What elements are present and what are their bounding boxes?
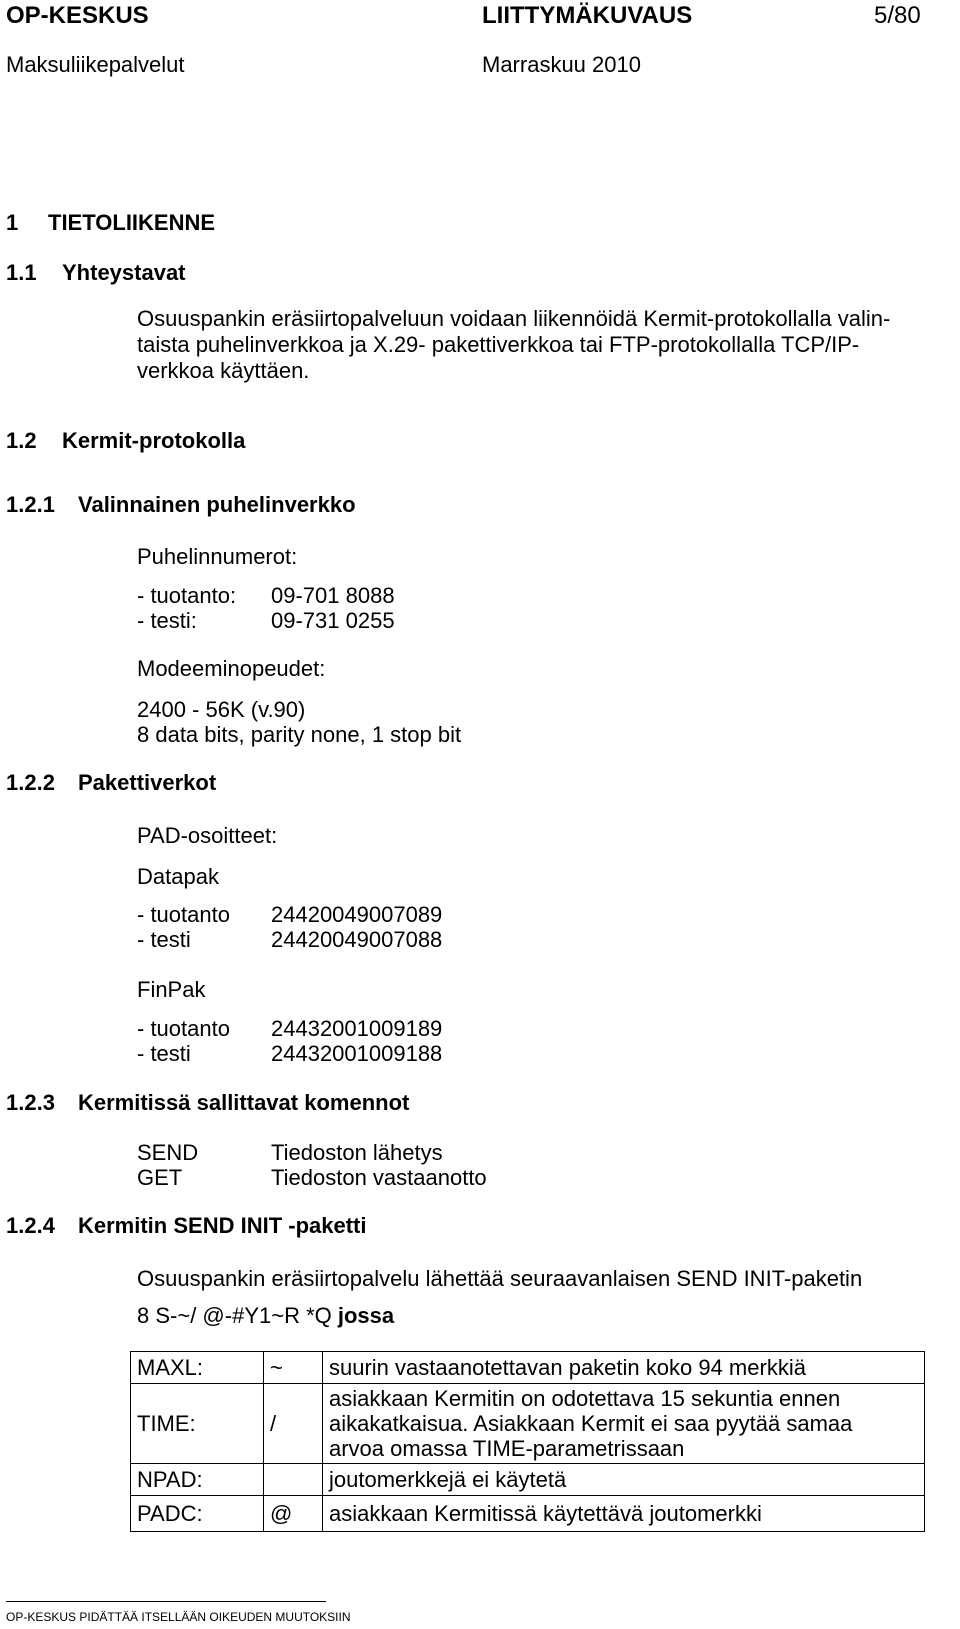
- finpak-label-test: - testi: [137, 1041, 191, 1066]
- footer-divider: [6, 1601, 326, 1602]
- modem-label: Modeeminopeudet:: [137, 656, 326, 681]
- section-1-2-4-title: Kermitin SEND INIT -paketti: [78, 1213, 367, 1238]
- table-row: [131, 1352, 925, 1384]
- datapak-label-test: - testi: [137, 927, 191, 952]
- send-init-packet: 8 S-~/ @-#Y1~R *Q: [137, 1303, 332, 1328]
- phone-label-test: - testi:: [137, 608, 197, 633]
- section-1-2-3-title: Kermitissä sallittavat komennot: [78, 1090, 410, 1115]
- section-1-number: 1: [6, 210, 19, 235]
- param-desc-line: asiakkaan Kermitin on odotettava 15 sekuntia ennen: [329, 1386, 841, 1411]
- section-1-2-2-number: 1.2.2: [6, 770, 55, 795]
- send-init-packet-line: [137, 1303, 394, 1329]
- finpak-value-production: 24432001009189: [271, 1016, 443, 1041]
- param-name: MAXL:: [131, 1352, 264, 1384]
- param-char: [264, 1464, 323, 1496]
- param-name: TIME:: [131, 1384, 264, 1464]
- param-desc-line: suurin vastaanotettavan paketin koko 94 merkkiä: [329, 1355, 806, 1380]
- param-char: @: [264, 1496, 323, 1532]
- phones-label: Puhelinnumerot:: [137, 544, 298, 569]
- param-desc-line: aikakatkaisua. Asiakkaan Kermit ei saa pyytää samaa: [329, 1411, 853, 1436]
- finpak-label-production: - tuotanto: [137, 1016, 230, 1041]
- finpak-label: FinPak: [137, 977, 206, 1002]
- param-desc: [323, 1464, 925, 1496]
- table-row: [131, 1384, 925, 1464]
- section-1-1-number: 1.1: [6, 260, 37, 285]
- phone-value-test: 09-731 0255: [271, 608, 395, 633]
- header-department: Maksuliikepalvelut: [6, 52, 185, 77]
- section-1-2-title: Kermit-protokolla: [62, 428, 246, 453]
- phone-value-production: 09-701 8088: [271, 583, 395, 608]
- param-char: /: [264, 1384, 323, 1464]
- section-1-2-2-title: Pakettiverkot: [78, 770, 217, 795]
- command-send: SEND: [137, 1140, 199, 1165]
- send-init-params-table: [130, 1351, 925, 1532]
- send-init-packet-suffix: jossa: [337, 1303, 395, 1328]
- command-send-desc: Tiedoston lähetys: [271, 1140, 443, 1165]
- param-desc-line: joutomerkkejä ei käytetä: [329, 1467, 567, 1492]
- param-desc-line: arvoa omassa TIME-parametrissaan: [329, 1436, 685, 1461]
- section-1-title: TIETOLIIKENNE: [48, 210, 216, 235]
- section-1-2-number: 1.2: [6, 428, 37, 453]
- finpak-value-test: 24432001009188: [271, 1041, 443, 1066]
- param-char: ~: [264, 1352, 323, 1384]
- pad-label: PAD-osoitteet:: [137, 823, 278, 848]
- header-doc-title: LIITTYMÄKUVAUS: [482, 2, 693, 29]
- table-row: [131, 1464, 925, 1496]
- param-desc-line: asiakkaan Kermitissä käytettävä joutomerkki: [329, 1501, 762, 1526]
- header-org: OP-KESKUS: [6, 2, 149, 29]
- modem-line-1: 2400 - 56K (v.90): [137, 697, 306, 722]
- modem-line-2: 8 data bits, parity none, 1 stop bit: [137, 722, 462, 747]
- section-1-1-line-3: verkkoa käyttäen.: [137, 358, 310, 383]
- footer-note: OP-KESKUS PIDÄTTÄÄ ITSELLÄÄN OIKEUDEN MUUTOKSIIN: [6, 1610, 351, 1624]
- command-get-desc: Tiedoston vastaanotto: [271, 1165, 487, 1190]
- param-desc: [323, 1352, 925, 1384]
- datapak-value-test: 24420049007088: [271, 927, 443, 952]
- datapak-label-production: - tuotanto: [137, 902, 230, 927]
- table-row: [131, 1496, 925, 1532]
- section-1-1-title: Yhteystavat: [62, 260, 186, 285]
- section-1-2-4-number: 1.2.4: [6, 1213, 55, 1238]
- datapak-value-production: 24420049007089: [271, 902, 443, 927]
- datapak-label: Datapak: [137, 864, 219, 889]
- send-init-intro: Osuuspankin eräsiirtopalvelu lähettää seuraavanlaisen SEND INIT-paketin: [137, 1266, 863, 1291]
- param-name: NPAD:: [131, 1464, 264, 1496]
- param-desc: [323, 1496, 925, 1532]
- param-name: PADC:: [131, 1496, 264, 1532]
- header-date: Marraskuu 2010: [482, 52, 641, 77]
- header-page-number: 5/80: [874, 2, 921, 29]
- param-desc: [323, 1384, 925, 1464]
- section-1-2-1-title: Valinnainen puhelinverkko: [78, 492, 356, 517]
- section-1-2-1-number: 1.2.1: [6, 492, 55, 517]
- section-1-1-line-2: taista puhelinverkkoa ja X.29- pakettiverkkoa tai FTP-protokollalla TCP/IP-: [137, 332, 860, 357]
- command-get: GET: [137, 1165, 183, 1190]
- section-1-2-3-number: 1.2.3: [6, 1090, 55, 1115]
- phone-label-production: - tuotanto:: [137, 583, 237, 608]
- section-1-1-line-1: Osuuspankin eräsiirtopalveluun voidaan liikennöidä Kermit-protokollalla valin-: [137, 306, 891, 331]
